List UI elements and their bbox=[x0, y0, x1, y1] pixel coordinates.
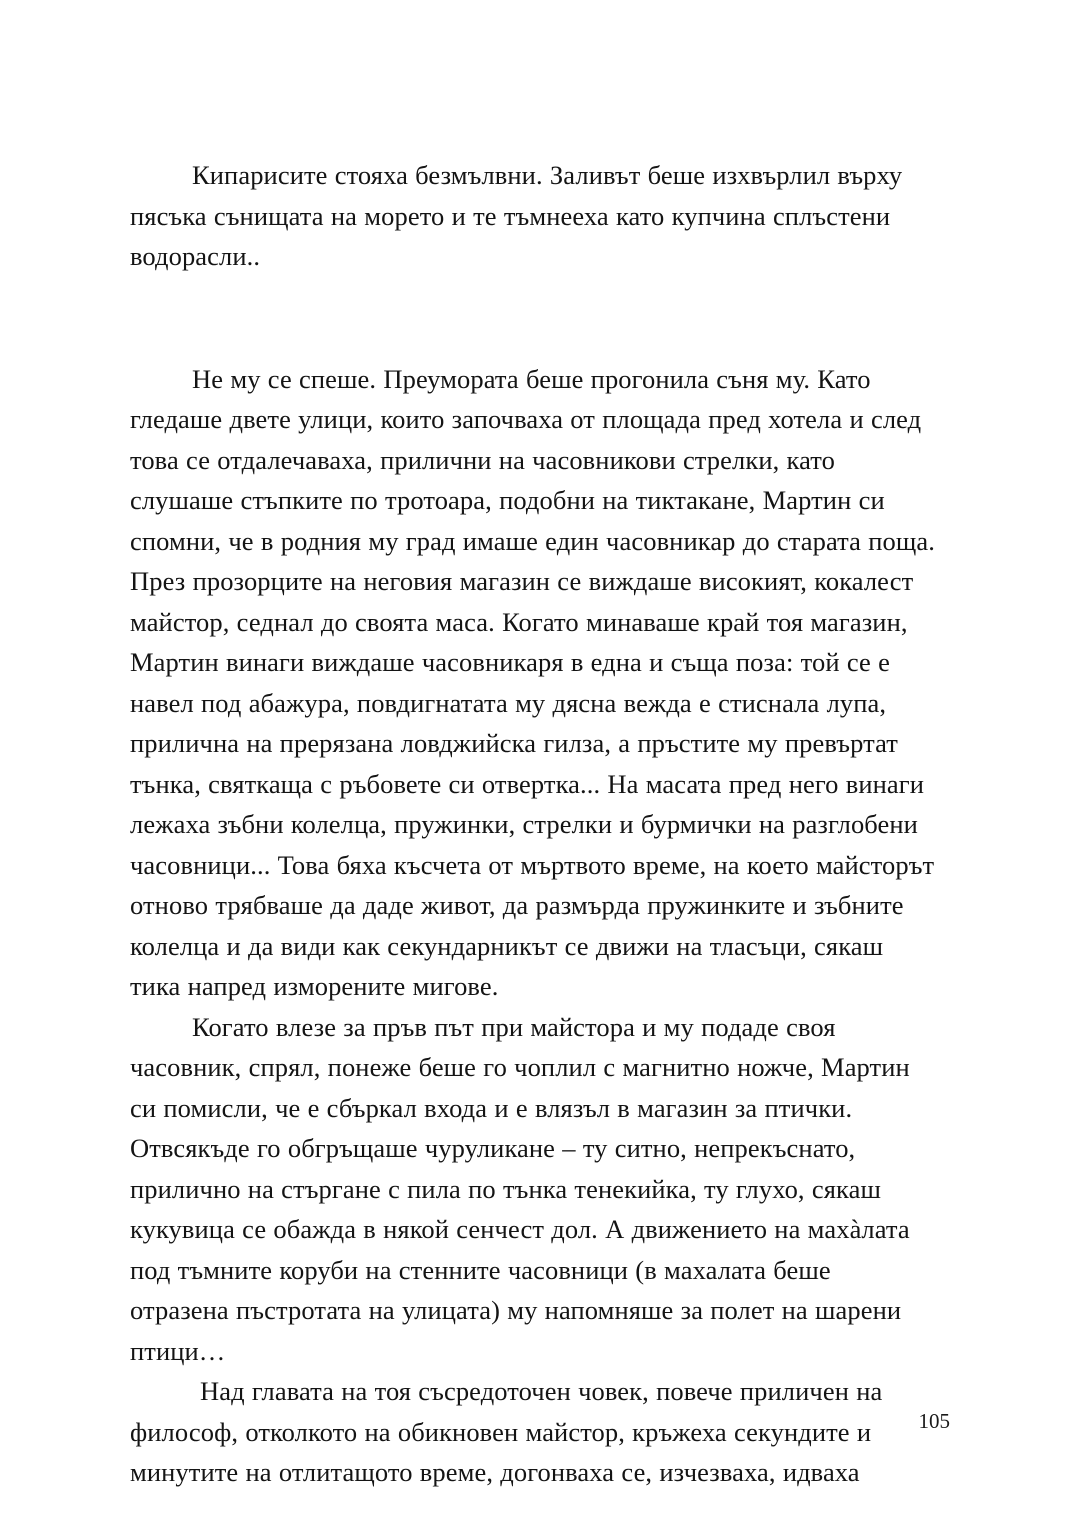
paragraph-2: Не му се спеше. Преумората беше прогонила съня му. Като гледаше двете улици, които започваха от площада пред хотела и след това се отдалечаваха, прилични на часовникови стрелки, като слушаше стъпките по тротоара, подобни на тиктакане, Мартин си спомни, че в родния му град имаше един часовникар до старата поща. През прозорците на неговия магазин се виждаше високият, кокалест майстор, седнал до своята маса. Когато минаваше край тоя магазин, Мартин винаги виждаше часовникаря в една и съща поза: той се е навел под абажура, повдигнатата му дясна вежда е стиснала лупа, прилична на прерязана ловджийска гилза, а пръстите му превъртат тънка, святкаща с ръбовете си отвертка... На масата пред него винаги лежаха зъбни колелца, пружинки, стрелки и бурмички на разглобени часовници... Това бяха късчета от мъртвото време, на което майсторът отново трябваше да даде живот, да размърда пружинките и зъбните колелца и да види как секундарникът се движи на тласъци, сякаш тика напред изморените мигове. bbox=[130, 363, 935, 1001]
body-text-column bbox=[130, 155, 935, 1493]
paragraph-spacer bbox=[130, 277, 935, 359]
paragraph-3: Когато влезе за пръв път при майстора и му подаде своя часовник, спрял, понеже беше го чоплил с магнитно ножче, Мартин си помисли, че е сбъркал входа и е влязъл в магазин за птички. Отвсякъде го обгръщаше чуруликане – ту ситно, непрекъснато, прилично на стъргане с пила по тънка тенекийка, ту глухо, сякаш кукувица се обажда в някой сенчест дол. А движението на махàлата под тъмните коруби на стенните часовници (в махалата беше отразена пъстротата на улицата) му напомняше за полет на шарени птици… bbox=[130, 1011, 910, 1366]
paragraph-4: Над главата на тоя съсредоточен човек, повече приличен на философ, отколкото на обикновен майстор, кръжеха секундите и минутите на отлитащото време, догонваха се, изчезваха, идваха bbox=[130, 1376, 883, 1487]
page-number: 105 bbox=[918, 1409, 950, 1433]
paragraph-1: Кипарисите стояха безмълвни. Заливът беше изхвърлил върху пясъка сънищата на морето и те тъмнееха като купчина сплъстени водорасли.. bbox=[130, 160, 903, 271]
